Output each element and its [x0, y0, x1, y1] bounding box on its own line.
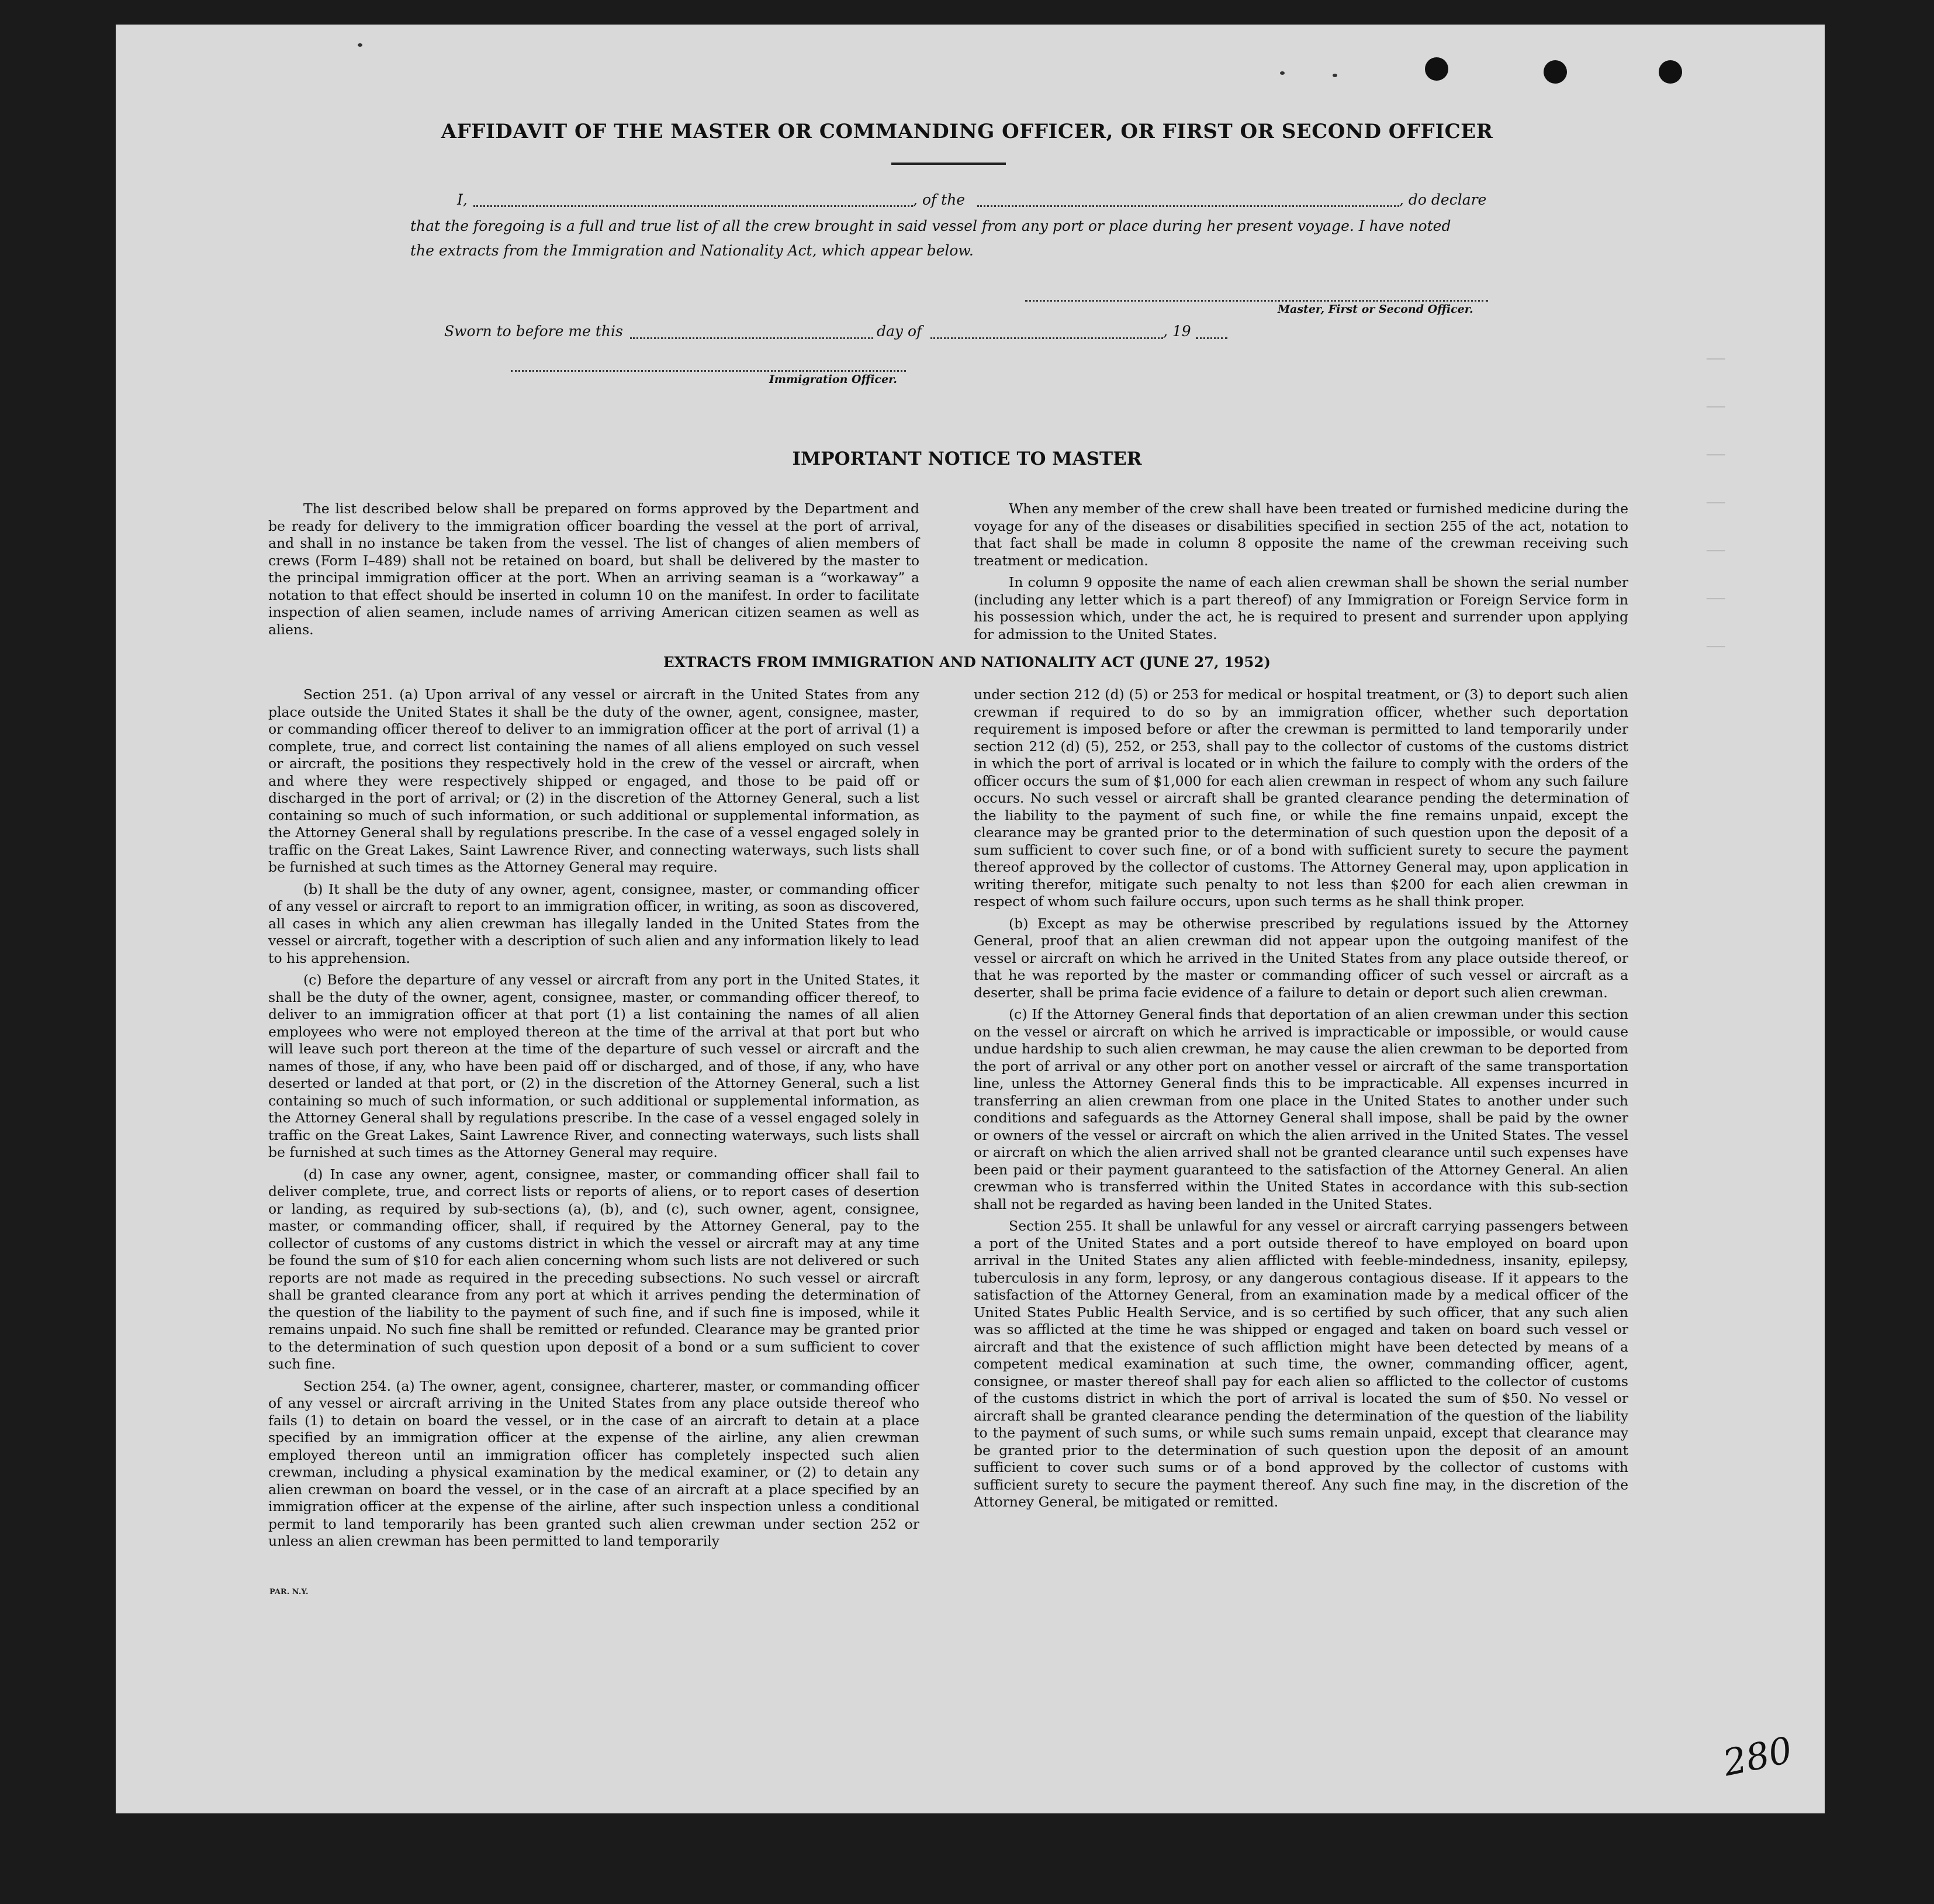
vessel-field[interactable] — [977, 205, 1399, 207]
section-251-a: Section 251. (a) Upon arrival of any vessel or aircraft in the United States from any place outside the United States it shall be the duty of the owner, agent, consignee, master, or commanding officer thereof to deliver to an immigration officer at the port of arrival (1) a complete, true, and correct list containing the names of all aliens employed on such vessel or aircraft, the positions they respectively hold in the crew of the vessel or aircraft, when and where they were respectively shipped or engaged, and those to be paid off or discharged in the port of arrival; or (2) in the discretion of the Attorney General, such a list containing so much of such information, or such additional or supplemental information, as the Attorney General shall by regulations prescribe. In the case of a vessel engaged solely in traffic on the Great Lakes, Saint Lawrence River, and connecting waterways, such lists shall be furnished at such times as the Attorney General may require. — [268, 686, 919, 875]
sworn-label: Sworn to before me this — [444, 323, 623, 340]
immigration-officer-signature-field[interactable] — [511, 369, 906, 372]
affidavit-title: AFFIDAVIT OF THE MASTER OR COMMANDING OFFICER, OR FIRST OR SECOND OFFICER — [441, 120, 1493, 143]
section-254-a-continued: under section 212 (d) (5) or 253 for medical or hospital treatment, or (3) to deport such alien crewman if required to do so by an immigration officer, whether such deportation requirement is imposed before or after the crewman is permitted to land temporarily under section 212 (d) (5), 252, or 253, shall pay to the collector of customs of the customs district in which the port of arrival is located or in which the failure to comply with the orders of the officer occurs the sum of $1,000 for each alien crewman in respect of whom any such failure occurs. No such vessel or aircraft shall be granted clearance pending the determination of the liability to the payment of such fine, or while the fine remains unpaid, except the clearance may be granted prior to the determination of such question upon the deposit of a sum sufficient to cover such fine, or of a bond with sufficient surety to secure the payment thereof approved by the collector of customs. The Attorney General may, upon application in writing therefor, mitigate such penalty to not less than $200 for each alien crewman in respect of whom such failure occurs, upon such terms as he shall think proper. — [974, 686, 1628, 910]
sworn-month-field[interactable] — [930, 337, 1163, 339]
extracts-right-column — [974, 686, 1628, 1516]
speck — [1333, 74, 1337, 77]
notice-right-column — [974, 500, 1628, 648]
declaration-line-2: the extracts from the Immigration and Nationality Act, which appear below. — [410, 242, 974, 259]
section-251-d: (d) In case any owner, agent, consignee, master, or commanding officer shall fail to deliver complete, true, and correct lists or reports of aliens, or to report cases of desertion or landing, as required by sub-sections (a), (b), and (c), such owner, agent, consignee, master, or commanding officer, shall, if required by the Attorney General, pay to the collector of customs of any customs district in which the vessel or aircraft may at any time be found the sum of $10 for each alien concerning whom such lists are not delivered or such reports are not made as required in the preceding subsections. No such vessel or aircraft shall be granted clearance from any port at which it arrives pending the determination of the question of the liability to the payment of such fine, and if such fine is imposed, while it remains unpaid. No such fine shall be remitted or refunded. Clearance may be granted prior to the determination of such question upon deposit of a bond or a sum sufficient to cover such fine. — [268, 1166, 919, 1372]
section-255: Section 255. It shall be unlawful for any vessel or aircraft carrying passengers between a port of the United States and a port outside thereof to have employed on board upon arrival in the United States any alien afflicted with feeble-mindedness, insanity, epilepsy, tuberculosis in any form, leprosy, or any dangerous contagious disease. If it appears to the satisfaction of the Attorney General, from an examination made by a medical officer of the United States Public Health Service, and is so certified by such officer, that any such alien was so afflicted at the time he was shipped or engaged and taken on board such vessel or aircraft and that the existence of such affliction might have been detected by means of a competent medical examination at such time, the owner, commanding officer, agent, consignee, or master thereof shall pay for each alien so afflicted to the collector of customs of the customs district in which the port of arrival is located the sum of $50. No vessel or aircraft shall be granted clearance pending the determination of the question of the liability to the payment of such sums, or while such sums remain unpaid, except that clearance may be granted prior to the determination of such question upon the deposit of an amount sufficient to cover such sums or of a bond approved by the collector of customs with sufficient surety to secure the payment thereof. Any such fine may, in the discretion of the Attorney General, be mitigated or remitted. — [974, 1218, 1628, 1510]
punch-hole — [1659, 60, 1682, 84]
section-254-b: (b) Except as may be otherwise prescribed by regulations issued by the Attorney General, proof that an alien crewman did not appear upon the outgoing manifest of the vessel or aircraft on which he arrived in the United States from any place outside thereof, or that he was reported by the master or commanding officer of such vessel or aircraft as a deserter, shall be prima facie evidence of a failure to detain or deport such alien crewman. — [974, 915, 1628, 1001]
declaration-line-1: that the foregoing is a full and true list of all the crew brought in said vessel from any port or place during her present voyage. I have noted — [410, 217, 1451, 234]
sworn-day-field[interactable] — [630, 337, 873, 339]
immigration-officer-label: Immigration Officer. — [769, 373, 898, 386]
day-of-label: day of — [877, 323, 922, 340]
notice-title: IMPORTANT NOTICE TO MASTER — [792, 448, 1142, 469]
year-label: , 19 — [1163, 323, 1191, 340]
name-field[interactable] — [473, 205, 913, 207]
notice-right-paragraph-1: When any member of the crew shall have been treated or furnished medicine during the voyage for any of the diseases or disabilities specified in section 255 of the act, notation to that fact shall be made in column 8 opposite the name of the crewman receiving such treatment or medication. — [974, 500, 1628, 569]
i-label: I, — [457, 191, 468, 208]
master-signature-field[interactable] — [1025, 299, 1488, 302]
sworn-year-field[interactable] — [1196, 337, 1227, 339]
speck — [358, 43, 362, 47]
title-rule — [891, 163, 1006, 165]
notice-left-column — [268, 500, 919, 643]
punch-hole — [1544, 60, 1567, 84]
handwritten-page-number: 280 — [1719, 1728, 1796, 1785]
section-251-c: (c) Before the departure of any vessel or aircraft from any port in the United States, it shall be the duty of the owner, agent, consignee, master, or commanding officer thereof, to deliver to an immigration officer at that port (1) a list containing the names of all alien employees who were not employed thereon at the time of the arrival at that port but who will leave such port thereon at the time of the departure of such vessel or aircraft and the names of those, if any, who have been paid off or discharged, and of those, if any, who have deserted or landed at that port, or (2) in the discretion of the Attorney General, such a list containing so much of such information, or such additional or supplemental information, as the Attorney General shall by regulations prescribe. In the case of a vessel engaged solely in traffic on the Great Lakes, Saint Lawrence River, and connecting waterways, such lists shall be furnished at such times as the Attorney General may require. — [268, 972, 919, 1160]
extracts-left-column — [268, 686, 919, 1555]
master-signature-label: Master, First or Second Officer. — [1278, 303, 1473, 316]
punch-hole — [1425, 57, 1448, 81]
notice-right-paragraph-2: In column 9 opposite the name of each alien crewman shall be shown the serial number (including any letter which is a part thereof) of any Immigration or Foreign Service form in his possession which, under the act, he is required to present and surrender upon applying for admission to the United States. — [974, 574, 1628, 642]
do-declare-label: , do declare — [1399, 191, 1487, 208]
section-254-a: Section 254. (a) The owner, agent, consignee, charterer, master, or commanding officer of any vessel or aircraft arriving in the United States from any place outside thereof who fails (1) to detain on board the vessel, or in the case of an aircraft to detain at a place specified by an immigration officer at the expense of the airline, any alien crewman employed thereon until an immigration officer has completely inspected such alien crewman, including a physical examination by the medical examiner, or (2) to detain any alien crewman on board the vessel, or in the case of an aircraft at a place specified by an immigration officer at the expense of the airline, after such inspection unless a conditional permit to land temporarily has been granted such alien crewman under section 252 or unless an alien crewman has been permitted to land temporarily — [268, 1377, 919, 1549]
extracts-title: EXTRACTS FROM IMMIGRATION AND NATIONALITY ACT (JUNE 27, 1952) — [663, 654, 1271, 671]
notice-left-paragraph: The list described below shall be prepared on forms approved by the Department and be ready for delivery to the immigration officer boarding the vessel at the port of arrival, and shall in no instance be taken from the vessel. The list of changes of alien members of crews (Form I–489) shall not be retained on board, but shall be delivered by the master to the principal immigration officer at the port. When an arriving seaman is a “workaway” a notation to that effect should be inserted in column 10 on the manifest. In order to facilitate inspection of alien seamen, include names of arriving American citizen seamen as well as aliens. — [268, 500, 919, 638]
printer-mark: PAR. N.Y. — [269, 1588, 309, 1597]
speck — [1280, 71, 1285, 75]
bleed-through-text: ── ── ── ── ── ── ── — [1707, 351, 1725, 656]
section-254-c: (c) If the Attorney General finds that deportation of an alien crewman under this section on the vessel or aircraft on which he arrived is impracticable or impossible, or would cause undue hardship to such alien crewman, he may cause the alien crewman to be deported from the port of arrival or any other port on another vessel or aircraft of the same transportation line, unless the Attorney General finds this to be impracticable. All expenses incurred in transferring an alien crewman from one place in the United States to another under such conditions and safeguards as the Attorney General shall impose, shall be paid by the owner or owners of the vessel or aircraft on which the alien arrived in the United States. The vessel or aircraft on which the alien arrived shall not be granted clearance until such expenses have been paid or their payment guaranteed to the satisfaction of the Attorney General. An alien crewman who is transferred within the United States in accordance with this sub-section shall not be regarded as having been landed in the United States. — [974, 1006, 1628, 1212]
section-251-b: (b) It shall be the duty of any owner, agent, consignee, master, or commanding officer of any vessel or aircraft to report to an immigration officer, in writing, as soon as discovered, all cases in which any alien crewman has illegally landed in the United States from the vessel or aircraft, together with a description of such alien and any information likely to lead to his apprehension. — [268, 880, 919, 966]
of-the-label: , of the — [913, 191, 966, 208]
